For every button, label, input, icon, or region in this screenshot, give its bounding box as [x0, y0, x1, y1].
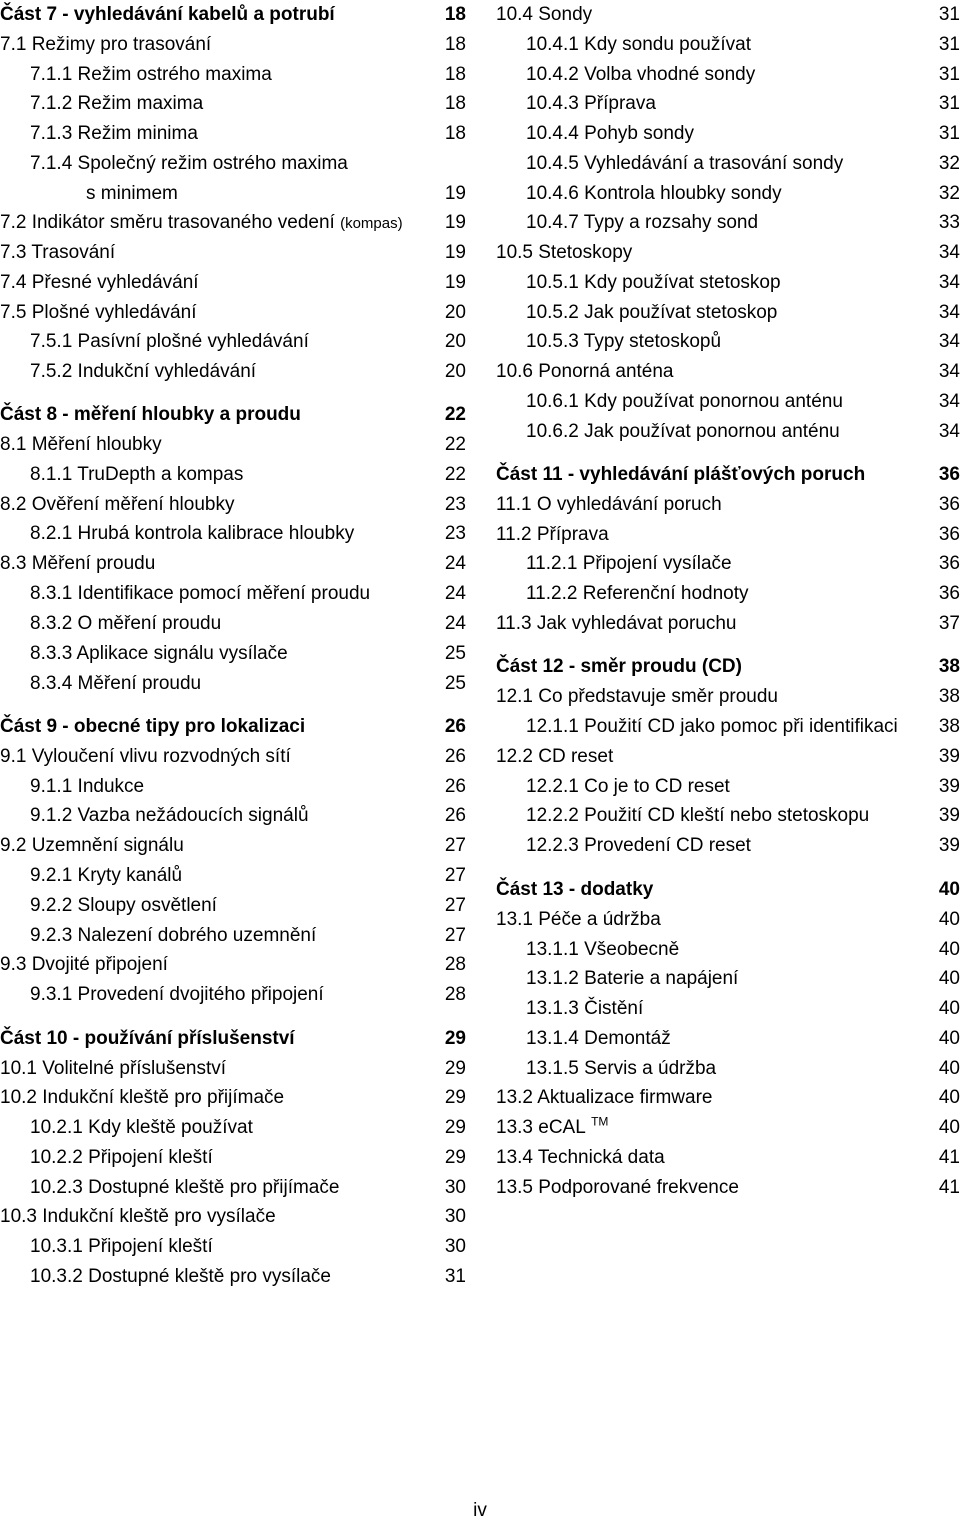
toc-entry-title: 8.2.1 Hrubá kontrola kalibrace hloubky	[30, 523, 355, 544]
toc-entry[interactable]	[0, 891, 466, 921]
toc-page-number: 36	[938, 464, 960, 485]
toc-page-number: 34	[938, 302, 960, 323]
toc-page-number: 19	[444, 242, 466, 263]
toc-entry[interactable]	[496, 1024, 960, 1054]
toc-entry[interactable]	[496, 742, 960, 772]
toc-entry[interactable]	[496, 994, 960, 1024]
toc-entry-title: 11.2.1 Připojení vysílače	[526, 553, 732, 574]
toc-entry-title: 7.1 Režimy pro trasování	[0, 34, 212, 55]
toc-page-number: 30	[444, 1177, 466, 1198]
toc-entry[interactable]	[496, 268, 960, 298]
toc-entry-title: 13.5 Podporované frekvence	[496, 1177, 739, 1198]
toc-page-number: 31	[938, 34, 960, 55]
toc-part-heading[interactable]	[0, 0, 466, 30]
toc-entry-title: 7.5.2 Indukční vyhledávání	[30, 361, 257, 382]
toc-entry[interactable]	[0, 801, 466, 831]
toc-entry[interactable]	[496, 89, 960, 119]
toc-entry-title: 10.4 Sondy	[496, 4, 593, 25]
toc-entry[interactable]	[496, 387, 960, 417]
toc-entry-title: 7.4 Přesné vyhledávání	[0, 272, 199, 293]
toc-page-number: 22	[444, 434, 466, 455]
toc-entry-title: 10.4.4 Pohyb sondy	[526, 123, 694, 144]
toc-page-number: 39	[938, 835, 960, 856]
toc-entry[interactable]	[496, 327, 960, 357]
toc-page-number: 18	[444, 93, 466, 114]
toc-entry[interactable]	[0, 149, 466, 179]
toc-page-number: 31	[938, 123, 960, 144]
toc-page-number: 29	[444, 1147, 466, 1168]
toc-page-number: 19	[444, 212, 466, 233]
toc-entry[interactable]	[496, 1083, 960, 1113]
toc-page-number: 40	[938, 909, 960, 930]
toc-entry-title: 8.3.3 Aplikace signálu vysílače	[30, 643, 288, 664]
toc-page-number: 24	[444, 553, 466, 574]
toc-entry-title: 10.4.5 Vyhledávání a trasování sondy	[526, 153, 844, 174]
toc-entry-title: Část 11 - vyhledávání plášťových poruch	[496, 464, 866, 485]
toc-entry-title: 8.3 Měření proudu	[0, 553, 156, 574]
toc-page-number: 19	[444, 183, 466, 204]
toc-entry[interactable]	[496, 801, 960, 831]
toc-entry-title: 10.2.1 Kdy kleště používat	[30, 1117, 253, 1138]
toc-page-number: 36	[938, 553, 960, 574]
toc-entry[interactable]	[0, 490, 466, 520]
toc-entry-title: 13.1.5 Servis a údržba	[526, 1058, 717, 1079]
toc-entry[interactable]	[496, 1143, 960, 1173]
toc-entry[interactable]	[496, 609, 960, 639]
toc-entry[interactable]	[496, 0, 960, 30]
toc-page-number: 27	[444, 865, 466, 886]
toc-page-number: 33	[938, 212, 960, 233]
toc-entry-title: 10.6 Ponorná anténa	[496, 361, 674, 382]
toc-page-number: 23	[444, 523, 466, 544]
toc-page-number: 40	[938, 1028, 960, 1049]
toc-entry-title: 9.2.1 Kryty kanálů	[30, 865, 183, 886]
toc-entry-title: 7.1.4 Společný režim ostrého maxima	[30, 153, 348, 174]
toc-page-number: 36	[938, 524, 960, 545]
toc-page-number: 34	[938, 331, 960, 352]
toc-page-number: 26	[444, 805, 466, 826]
toc-page-number: 29	[444, 1087, 466, 1108]
toc-page-number: 32	[938, 183, 960, 204]
toc-entry[interactable]	[0, 1173, 466, 1203]
toc-page-number: 28	[444, 954, 466, 975]
toc-entry-title: 12.1.1 Použití CD jako pomoc při identifikaci	[526, 716, 898, 737]
toc-page-number: 18	[444, 34, 466, 55]
toc-entry[interactable]	[496, 417, 960, 447]
toc-entry-title: 8.1.1 TruDepth a kompas	[30, 464, 244, 485]
toc-page-number: 20	[444, 331, 466, 352]
toc-entry[interactable]	[0, 298, 466, 328]
toc-entry-title: 10.3.2 Dostupné kleště pro vysílače	[30, 1266, 332, 1287]
toc-entry-title: 10.4.3 Příprava	[526, 93, 656, 114]
toc-entry-title: 11.1 O vyhledávání poruch	[496, 494, 722, 515]
toc-entry[interactable]	[0, 772, 466, 802]
toc-entry[interactable]	[496, 831, 960, 861]
toc-page-number: 25	[444, 643, 466, 664]
toc-entry-title: 10.4.7 Typy a rozsahy sond	[526, 212, 759, 233]
toc-entry-title: 9.2.2 Sloupy osvětlení	[30, 895, 217, 916]
toc-part-heading[interactable]	[0, 712, 466, 742]
toc-page-number: 26	[444, 776, 466, 797]
toc-entry-title: 13.1.3 Čistění	[526, 998, 644, 1019]
toc-entry-title: Část 9 - obecné tipy pro lokalizaci	[0, 716, 306, 737]
toc-entry-title: 9.1.1 Indukce	[30, 776, 145, 797]
toc-entry[interactable]	[0, 831, 466, 861]
toc-entry-title: 8.3.2 O měření proudu	[30, 613, 222, 634]
toc-entry[interactable]	[0, 950, 466, 980]
toc-page-number: 20	[444, 302, 466, 323]
toc-entry[interactable]	[496, 357, 960, 387]
toc-entry[interactable]	[0, 549, 466, 579]
toc-entry-title: 12.1 Co představuje směr proudu	[496, 686, 778, 707]
toc-entry-title: 10.6.1 Kdy používat ponornou anténu	[526, 391, 843, 412]
toc-entry-title: 7.1.3 Režim minima	[30, 123, 198, 144]
toc-page-number: 38	[938, 716, 960, 737]
toc-entry-title: 13.2 Aktualizace firmware	[496, 1087, 713, 1108]
toc-page-number: 41	[938, 1177, 960, 1198]
toc-entry[interactable]	[0, 119, 466, 149]
toc-entry-title: 13.1.1 Všeobecně	[526, 939, 680, 960]
toc-entry[interactable]	[0, 861, 466, 891]
toc-page-number: 22	[444, 464, 466, 485]
toc-page-number: 31	[938, 93, 960, 114]
toc-page-number: 40	[938, 1117, 960, 1138]
toc-entry-title: 7.1.2 Režim maxima	[30, 93, 204, 114]
toc-entry[interactable]	[496, 964, 960, 994]
toc-entry[interactable]	[0, 1083, 466, 1113]
toc-entry[interactable]	[0, 30, 466, 60]
toc-entry-title: Část 12 - směr proudu (CD)	[496, 656, 742, 677]
toc-entry-title: 10.5 Stetoskopy	[496, 242, 633, 263]
toc-entry-title: 10.4.6 Kontrola hloubky sondy	[526, 183, 782, 204]
toc-page-number: 34	[938, 361, 960, 382]
toc-page-number: 38	[938, 656, 960, 677]
toc-entry[interactable]	[0, 60, 466, 90]
toc-entry[interactable]	[496, 298, 960, 328]
toc-page-number: 24	[444, 613, 466, 634]
toc-part-heading[interactable]	[496, 460, 960, 490]
toc-page-number: 26	[444, 716, 466, 737]
toc-entry[interactable]	[0, 1232, 466, 1262]
toc-entry-title: 13.1.2 Baterie a napájení	[526, 968, 739, 989]
toc-entry-title: 10.5.1 Kdy používat stetoskop	[526, 272, 781, 293]
toc-entry-title: 9.3 Dvojité připojení	[0, 954, 168, 975]
toc-page-number: 18	[444, 123, 466, 144]
toc-entry-title: 7.3 Trasování	[0, 242, 116, 263]
toc-part-heading[interactable]	[496, 875, 960, 905]
toc-entry[interactable]	[496, 490, 960, 520]
toc-page-number: 40	[938, 1058, 960, 1079]
toc-entry-title: 12.2.3 Provedení CD reset	[526, 835, 751, 856]
toc-page-number: 40	[938, 1087, 960, 1108]
toc-page-number: 29	[444, 1117, 466, 1138]
toc-page-number: 39	[938, 746, 960, 767]
toc-page-number: 18	[444, 64, 466, 85]
toc-entry[interactable]	[0, 579, 466, 609]
toc-page-number: 40	[938, 968, 960, 989]
toc-entry-title: Část 7 - vyhledávání kabelů a potrubí	[0, 4, 335, 25]
toc-entry[interactable]	[496, 520, 960, 550]
toc-entry-title: 9.2.3 Nalezení dobrého uzemnění	[30, 925, 317, 946]
toc-entry[interactable]	[496, 1113, 960, 1143]
toc-entry-title: 11.2 Příprava	[496, 524, 609, 545]
toc-entry-title: 10.4.2 Volba vhodné sondy	[526, 64, 756, 85]
toc-entry-title: 10.6.2 Jak používat ponornou anténu	[526, 421, 840, 442]
toc-entry[interactable]	[0, 921, 466, 951]
toc-entry-title: Část 10 - používání příslušenství	[0, 1028, 295, 1049]
toc-page-number: 32	[938, 153, 960, 174]
toc-part-heading[interactable]	[496, 652, 960, 682]
toc-entry[interactable]	[0, 238, 466, 268]
toc-entry-title: 13.1 Péče a údržba	[496, 909, 661, 930]
toc-page-number: 41	[938, 1147, 960, 1168]
page-number: iv	[473, 1500, 487, 1521]
toc-entry-title: 10.4.1 Kdy sondu používat	[526, 34, 751, 55]
toc-entry[interactable]	[496, 1173, 960, 1203]
toc-entry[interactable]	[496, 682, 960, 712]
toc-entry-title: 7.5.1 Pasívní plošné vyhledávání	[30, 331, 309, 352]
toc-entry[interactable]	[496, 30, 960, 60]
toc-entry-title: 10.3.1 Připojení kleští	[30, 1236, 213, 1257]
toc-entry[interactable]	[0, 1143, 466, 1173]
toc-entry-title: s minimem	[86, 183, 178, 204]
toc-entry-title: 9.1 Vyloučení vlivu rozvodných sítí	[0, 746, 291, 767]
toc-entry-title: 8.2 Ověření měření hloubky	[0, 494, 235, 515]
toc-page-number: 29	[444, 1028, 466, 1049]
toc-page-number: 34	[938, 272, 960, 293]
toc-entry-suffix: (kompas)	[340, 215, 403, 232]
toc-entry[interactable]	[0, 179, 466, 209]
toc-entry[interactable]	[0, 268, 466, 298]
toc-page-number: 31	[938, 4, 960, 25]
toc-page-number: 39	[938, 776, 960, 797]
toc-page-number: 40	[938, 939, 960, 960]
toc-entry[interactable]	[0, 89, 466, 119]
toc-page-number: 36	[938, 583, 960, 604]
toc-entry-title: 13.4 Technická data	[496, 1147, 665, 1168]
toc-entry-title: 9.3.1 Provedení dvojitého připojení	[30, 984, 324, 1005]
toc-entry[interactable]	[496, 905, 960, 935]
toc-entry-title: 9.1.2 Vazba nežádoucích signálů	[30, 805, 309, 826]
toc-entry[interactable]	[496, 712, 960, 742]
toc-entry[interactable]	[0, 1054, 466, 1084]
toc-entry-title: 10.2.2 Připojení kleští	[30, 1147, 213, 1168]
toc-entry-title: 11.2.2 Referenční hodnoty	[526, 583, 749, 604]
toc-entry-title: 13.3 eCAL	[496, 1117, 586, 1138]
toc-entry[interactable]	[0, 1262, 466, 1292]
toc-entry-title: 10.2 Indukční kleště pro přijímače	[0, 1087, 285, 1108]
toc-page-number: 31	[444, 1266, 466, 1287]
toc-entry-title: 13.1.4 Demontáž	[526, 1028, 671, 1049]
toc-page-number: 27	[444, 835, 466, 856]
toc-entry-title: 7.1.1 Režim ostrého maxima	[30, 64, 272, 85]
toc-page-number: 34	[938, 242, 960, 263]
toc-entry[interactable]	[0, 669, 466, 699]
toc-entry[interactable]	[496, 208, 960, 238]
toc-entry[interactable]	[496, 149, 960, 179]
toc-entry-title: 12.2 CD reset	[496, 746, 614, 767]
toc-entry-title: 11.3 Jak vyhledávat poruchu	[496, 613, 737, 634]
toc-page-number: 18	[444, 4, 466, 25]
toc-entry-title: 7.5 Plošné vyhledávání	[0, 302, 197, 323]
toc-entry[interactable]	[496, 579, 960, 609]
toc-entry[interactable]	[0, 208, 466, 239]
toc-page-number: 40	[938, 879, 960, 900]
toc-entry[interactable]	[0, 609, 466, 639]
toc-entry-title: 10.5.3 Typy stetoskopů	[526, 331, 722, 352]
toc-entry[interactable]	[0, 639, 466, 669]
toc-page-number: 27	[444, 895, 466, 916]
toc-page-number: 30	[444, 1236, 466, 1257]
toc-page-number: 20	[444, 361, 466, 382]
toc-entry[interactable]	[0, 1113, 466, 1143]
toc-page-number: 23	[444, 494, 466, 515]
toc-entry[interactable]	[0, 980, 466, 1010]
toc-page-number: 40	[938, 998, 960, 1019]
toc-page-number: 29	[444, 1058, 466, 1079]
toc-entry-title: 10.3 Indukční kleště pro vysílače	[0, 1206, 276, 1227]
toc-page-number: 24	[444, 583, 466, 604]
toc-page-number: 36	[938, 494, 960, 515]
toc-page-number: 38	[938, 686, 960, 707]
toc-entry-title: 10.2.3 Dostupné kleště pro přijímače	[30, 1177, 340, 1198]
toc-entry-title: Část 13 - dodatky	[496, 879, 654, 900]
toc-page-number: 34	[938, 421, 960, 442]
toc-page-number: 22	[444, 404, 466, 425]
toc-entry[interactable]	[496, 549, 960, 579]
toc-page-number: 26	[444, 746, 466, 767]
toc-entry-title: 9.2 Uzemnění signálu	[0, 835, 184, 856]
toc-entry[interactable]	[0, 357, 466, 387]
toc-entry-title: 8.3.1 Identifikace pomocí měření proudu	[30, 583, 371, 604]
toc-entry[interactable]	[496, 60, 960, 90]
toc-entry-title: 12.2.2 Použití CD kleští nebo stetoskopu	[526, 805, 870, 826]
toc-entry-title: 10.5.2 Jak používat stetoskop	[526, 302, 778, 323]
toc-page-number: 39	[938, 805, 960, 826]
toc-entry[interactable]	[496, 935, 960, 965]
toc-page-number: 34	[938, 391, 960, 412]
toc-page-number: 37	[938, 613, 960, 634]
toc-page-number: 19	[444, 272, 466, 293]
toc-entry[interactable]	[0, 742, 466, 772]
toc-entry[interactable]	[0, 430, 466, 460]
toc-page-number: 25	[444, 673, 466, 694]
toc-entry-title: 10.1 Volitelné příslušenství	[0, 1058, 227, 1079]
toc-entry[interactable]	[496, 772, 960, 802]
toc-page-number: 28	[444, 984, 466, 1005]
toc-page-number: 31	[938, 64, 960, 85]
toc-page-number: 30	[444, 1206, 466, 1227]
toc-entry-title: Část 8 - měření hloubky a proudu	[0, 404, 301, 425]
toc-entry[interactable]	[0, 460, 466, 490]
toc-entry-title: 7.2 Indikátor směru trasovaného vedení	[0, 212, 335, 233]
toc-entry-title: 12.2.1 Co je to CD reset	[526, 776, 730, 797]
toc-entry[interactable]	[0, 327, 466, 357]
trademark-superscript: TM	[591, 1114, 609, 1129]
toc-part-heading[interactable]	[0, 400, 466, 430]
toc-entry[interactable]	[496, 238, 960, 268]
toc-entry-title: 8.3.4 Měření proudu	[30, 673, 202, 694]
toc-part-heading[interactable]	[0, 1024, 466, 1054]
toc-entry[interactable]	[0, 1202, 466, 1232]
toc-entry-title: 8.1 Měření hloubky	[0, 434, 162, 455]
toc-entry[interactable]	[496, 179, 960, 209]
toc-entry[interactable]	[496, 1054, 960, 1084]
toc-page-number: 27	[444, 925, 466, 946]
toc-entry[interactable]	[0, 519, 466, 549]
toc-entry[interactable]	[496, 119, 960, 149]
